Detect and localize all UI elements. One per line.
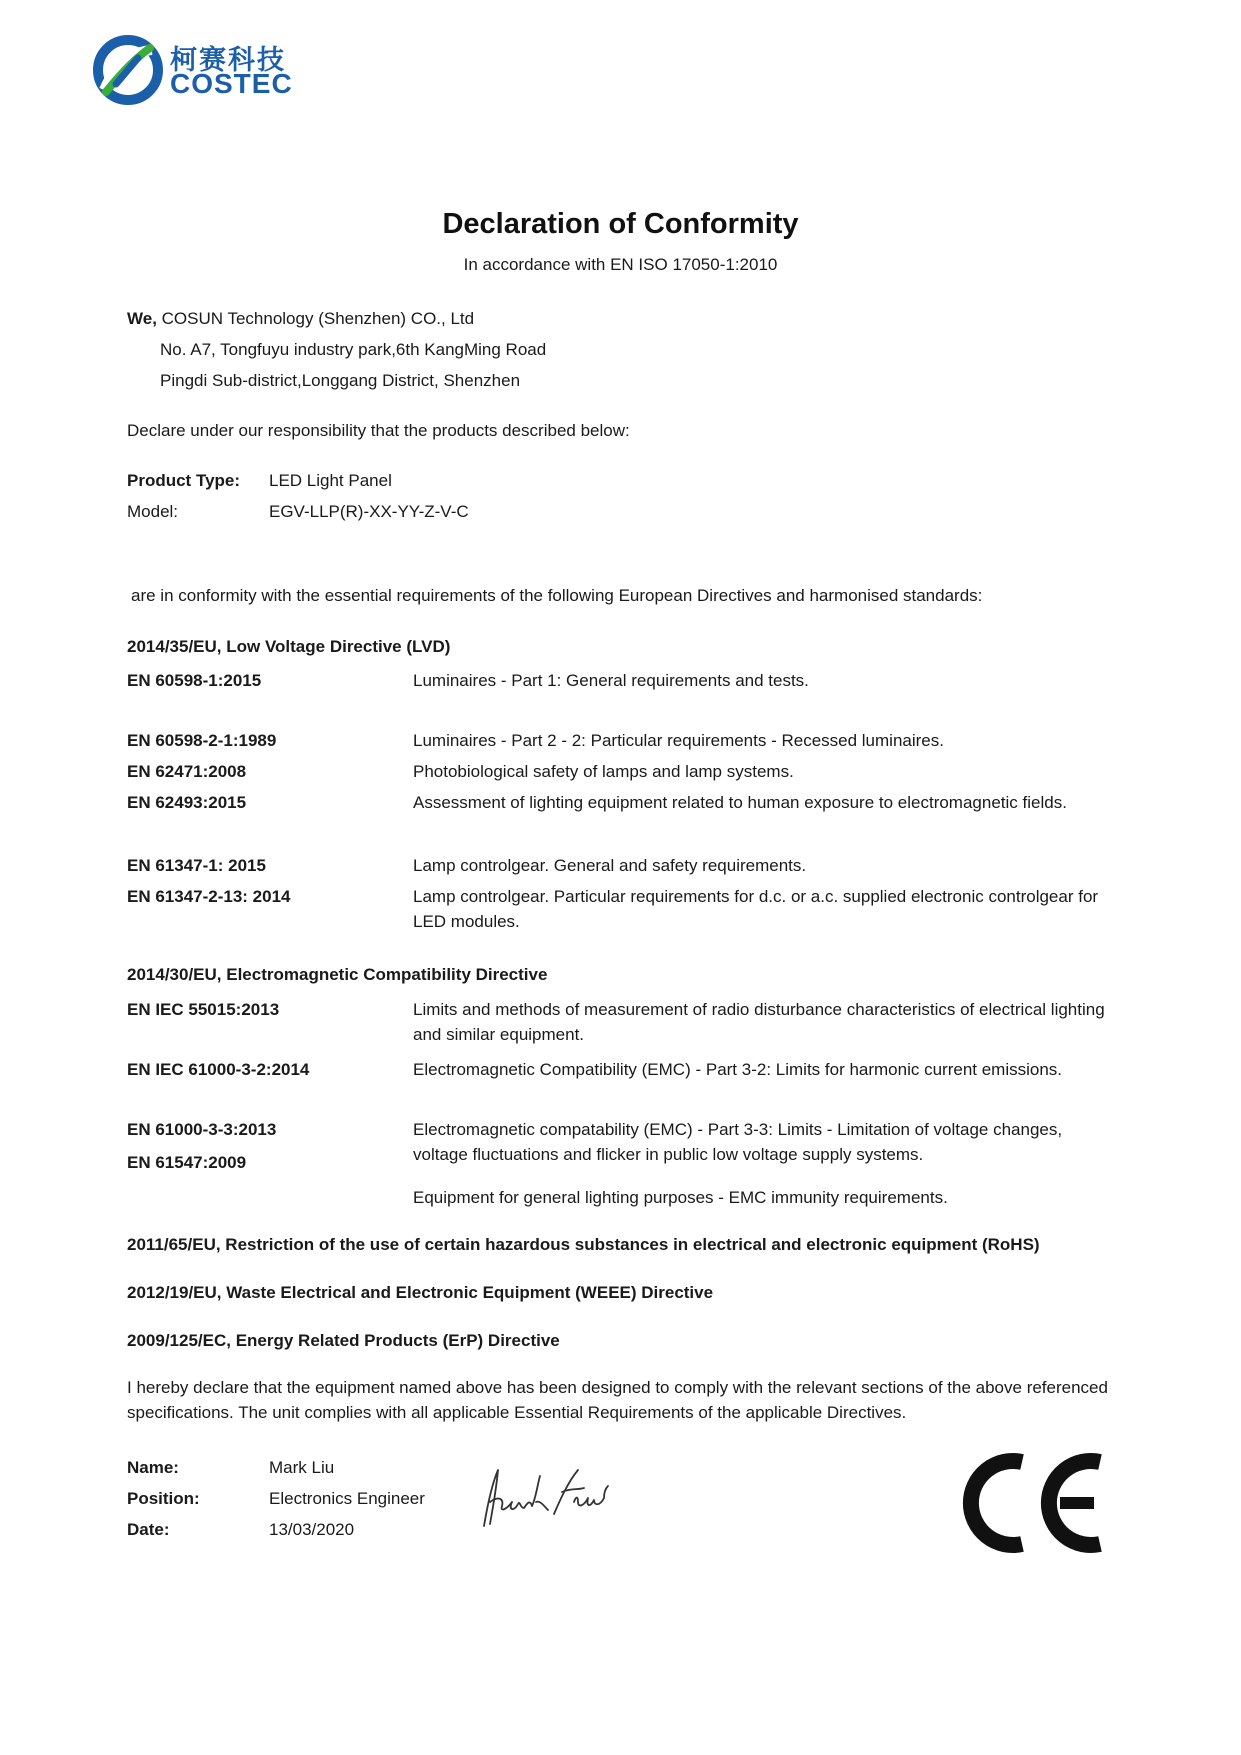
name-value: Mark Liu — [269, 1458, 335, 1477]
position-label: Position: — [127, 1489, 200, 1508]
rohs-heading: 2011/65/EU, Restriction of the use of certain hazardous substances in electrical and electronic equipment (RoHS) — [127, 1235, 1040, 1254]
model-value: EGV-LLP(R)-XX-YY-Z-V-C — [269, 502, 469, 521]
position-value: Electronics Engineer — [269, 1489, 425, 1508]
conformity-statement: are in conformity with the essential requirements of the following European Directives and harmonised standards: — [131, 586, 983, 605]
standard-code: EN 62493:2015 — [127, 793, 247, 812]
document-subtitle: In accordance with EN ISO 17050-1:2010 — [463, 255, 778, 274]
standard-description: Lamp controlgear. Particular requirements for d.c. or a.c. supplied electronic controlgear for LED modules. — [413, 887, 1099, 931]
address-line-1: No. A7, Tongfuyu industry park,6th KangMing Road — [160, 340, 547, 359]
model-label: Model: — [127, 502, 179, 521]
closing-statement: I hereby declare that the equipment named above has been designed to comply with the relevant sections of the above referenced specifications. The unit complies with all applicable Essential Requirements of the applicable Directives. — [127, 1378, 1108, 1422]
standard-code: EN 61347-2-13: 2014 — [127, 887, 291, 906]
logo-english-name: COSTEC — [170, 68, 293, 99]
standard-code: EN 60598-1:2015 — [127, 671, 262, 690]
standard-code: EN 60598-2-1:1989 — [127, 731, 277, 750]
document-title: Declaration of Conformity — [442, 208, 799, 240]
manufacturer-line — [127, 306, 474, 331]
standard-description: Equipment for general lighting purposes - EMC immunity requirements. — [413, 1188, 948, 1207]
standard-code: EN IEC 55015:2013 — [127, 1000, 280, 1019]
ce-mark-icon — [960, 1448, 1110, 1558]
product-type-label: Product Type: — [127, 471, 241, 490]
standard-description: Luminaires - Part 1: General requirements and tests. — [413, 671, 809, 690]
standard-description: Assessment of lighting equipment related to human exposure to electromagnetic fields. — [413, 793, 1067, 812]
standard-code: EN 61547:2009 — [127, 1153, 247, 1172]
standard-description: Electromagnetic Compatibility (EMC) - Part 3-2: Limits for harmonic current emissions. — [413, 1060, 1063, 1079]
standard-description: Lamp controlgear. General and safety requirements. — [413, 856, 807, 875]
date-label: Date: — [127, 1520, 170, 1539]
we-label: We, — [127, 309, 157, 328]
company-name: COSUN Technology (Shenzhen) CO., Ltd — [161, 309, 475, 328]
logo-chinese-name: 柯赛科技 — [170, 45, 286, 76]
product-type-value: LED Light Panel — [269, 471, 392, 490]
lvd-heading: 2014/35/EU, Low Voltage Directive (LVD) — [127, 637, 451, 656]
name-label: Name: — [127, 1458, 179, 1477]
emc-heading: 2014/30/EU, Electromagnetic Compatibility Directive — [127, 965, 548, 984]
handwritten-signature — [478, 1462, 628, 1534]
date-value: 13/03/2020 — [269, 1520, 355, 1539]
standard-code: EN 61347-1: 2015 — [127, 856, 266, 875]
standard-description: Electromagnetic compatability (EMC) - Part 3-3: Limits - Limitation of voltage changes, voltage fluctuations and flicker in public low voltage supply systems. — [413, 1120, 1063, 1164]
standard-code: EN 62471:2008 — [127, 762, 247, 781]
standard-description: Luminaires - Part 2 - 2: Particular requirements - Recessed luminaires. — [413, 731, 944, 750]
standard-code: EN 61000-3-3:2013 — [127, 1120, 277, 1139]
standard-description: Photobiological safety of lamps and lamp systems. — [413, 762, 794, 781]
standard-description: Limits and methods of measurement of radio disturbance characteristics of electrical lighting and similar equipment. — [413, 1000, 1105, 1044]
erp-heading: 2009/125/EC, Energy Related Products (ErP) Directive — [127, 1331, 560, 1350]
costec-logo — [90, 32, 300, 112]
costec-logo-icon — [90, 32, 166, 108]
address-line-2: Pingdi Sub-district,Longgang District, Shenzhen — [160, 371, 521, 390]
declare-intro: Declare under our responsibility that the products described below: — [127, 421, 630, 440]
weee-heading: 2012/19/EU, Waste Electrical and Electronic Equipment (WEEE) Directive — [127, 1283, 714, 1302]
standard-code: EN IEC 61000-3-2:2014 — [127, 1060, 310, 1079]
